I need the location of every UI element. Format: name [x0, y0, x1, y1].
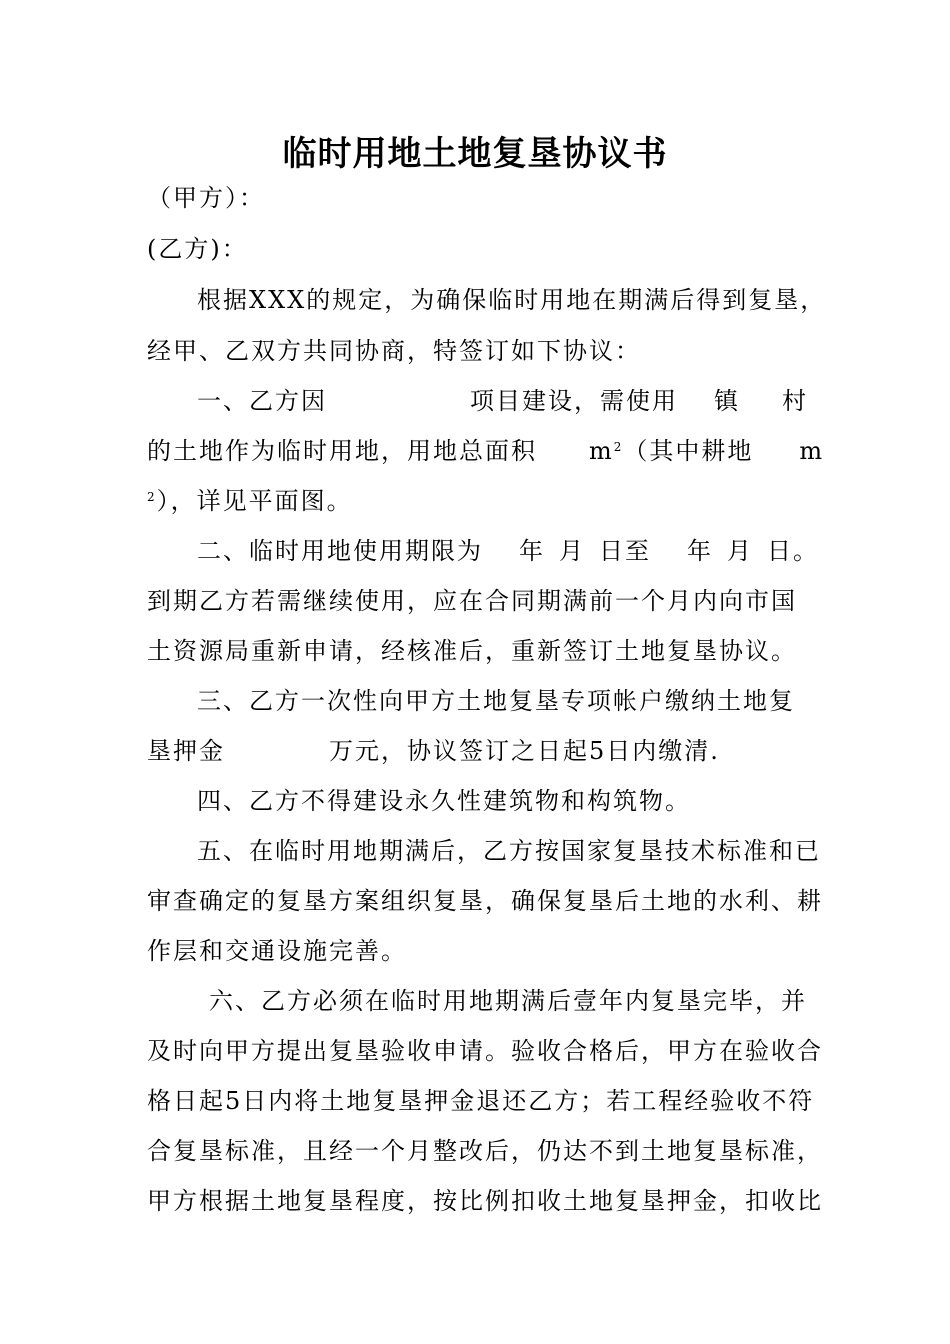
clause5-line-1: 五、在临时用地期满后，乙方按国家复垦技术标准和已 — [197, 837, 821, 865]
clause1-unit-m: m — [589, 437, 614, 465]
clause1-part-g: （其中耕地 — [623, 437, 754, 465]
party-b-line: (乙方)： — [147, 235, 248, 263]
clause2-month-2: 月 — [727, 537, 753, 565]
clause1-part-c: 镇 — [714, 387, 740, 415]
clause1-unit-m2: m — [799, 437, 825, 465]
clause1-line-1 — [197, 386, 808, 416]
clause1-unit-sup-2: 2 — [147, 490, 157, 504]
clause1-unit-sup: 2 — [613, 440, 624, 454]
clause5-line-2: 审查确定的复垦方案组织复垦，确保复垦后土地的水利、耕 — [147, 887, 823, 915]
clause6-line-2: 及时向甲方提出复垦验收申请。验收合格后，甲方在验收合 — [147, 1037, 823, 1065]
clause2-month-1: 月 — [559, 537, 585, 565]
clause2-part-a: 二、临时用地使用期限为 — [197, 537, 483, 565]
clause1-part-a: 一、乙方因 — [197, 387, 327, 415]
clause3-part-a: 垦押金 — [147, 737, 225, 765]
intro-line-2: 经甲、乙双方共同协商，特签订如下协议： — [147, 337, 641, 365]
clause2-line-3: 土资源局重新申请，经核准后，重新签订土地复垦协议。 — [147, 637, 797, 665]
clause3-part-b: 万元，协议签订之日起5日内缴清. — [329, 737, 720, 765]
clause1-line-3 — [147, 486, 353, 516]
party-a-line: （甲方）： — [147, 184, 265, 212]
clause1-part-d: 村 — [782, 387, 808, 415]
document-title: 临时用地土地复垦协议书 — [282, 134, 668, 174]
clause5-line-3: 作层和交通设施完善。 — [147, 937, 407, 965]
clause2-year-1: 年 — [519, 537, 545, 565]
clause1-part-b: 项目建设，需使用 — [470, 387, 678, 415]
clause6-line-4: 合复垦标准，且经一个月整改后，仍达不到土地复垦标准， — [147, 1137, 823, 1165]
clause6-line-5: 甲方根据土地复垦程度，按比例扣收土地复垦押金，扣收比 — [147, 1187, 823, 1215]
clause2-day-to: 日至 — [599, 537, 651, 565]
clause2-year-2: 年 — [687, 537, 713, 565]
clause6-line-1: 六、乙方必须在临时用地期满后壹年内复垦完毕，并 — [209, 987, 807, 1015]
clause1-part-i: ），详见平面图。 — [156, 487, 353, 515]
clause1-line-2 — [147, 436, 824, 466]
clause3-line-2 — [147, 736, 720, 766]
clause1-part-e: 的土地作为临时用地，用地总面积 — [147, 437, 537, 465]
intro-line-1: 根据XXX的规定，为确保临时用地在期满后得到复垦， — [197, 286, 827, 314]
clause4-line: 四、乙方不得建设永久性建筑物和构筑物。 — [197, 787, 691, 815]
clause6-line-3: 格日起5日内将土地复垦押金退还乙方；若工程经验收不符 — [147, 1087, 815, 1115]
clause2-line-1 — [197, 536, 819, 566]
clause3-line-1: 三、乙方一次性向甲方土地复垦专项帐户缴纳土地复 — [197, 687, 795, 715]
clause2-day-end: 日。 — [767, 537, 819, 565]
clause2-line-2: 到期乙方若需继续使用，应在合同期满前一个月内向市国 — [147, 587, 797, 615]
